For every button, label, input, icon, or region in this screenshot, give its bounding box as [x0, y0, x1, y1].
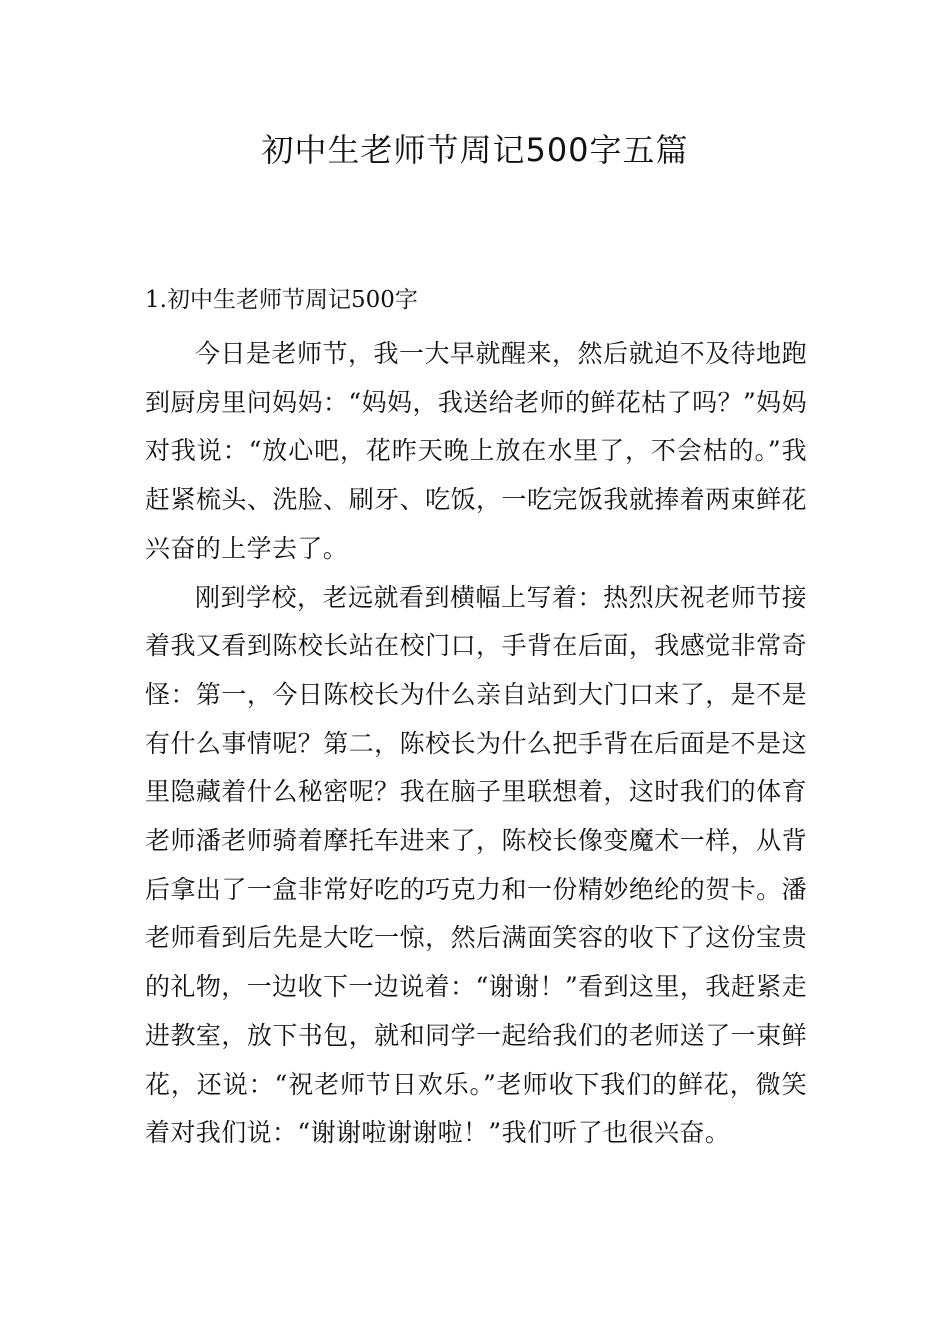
paragraph-1: 今日是老师节，我一大早就醒来，然后就迫不及待地跑到厨房里问妈妈：“妈妈，我送给老师的鲜花枯了吗？”妈妈对我说：“放心吧，花昨天晚上放在水里了，不会枯的。”我赶紧梳头、洗脸、刷牙、吃饭，一吃完饭我就捧着两束鲜花兴奋的上学去了。 — [145, 339, 807, 563]
paragraph-2: 刚到学校，老远就看到横幅上写着：热烈庆祝老师节接着我又看到陈校长站在校门口，手背在后面，我感觉非常奇怪：第一，今日陈校长为什么亲自站到大门口来了，是不是有什么事情呢？第二，陈校长为什么把手背在后面是不是这里隐藏着什么秘密呢？我在脑子里联想着，这时我们的体育老师潘老师骑着摩托车进来了，陈校长像变魔术一样，从背后拿出了一盒非常好吃的巧克力和一份精妙绝纶的贺卡。潘老师看到后先是大吃一惊，然后满面笑容的收下了这份宝贵的礼物，一边收下一边说着：“谢谢！”看到这里，我赶紧走进教室，放下书包，就和同学一起给我们的老师送了一束鲜花，还说：“祝老师节日欢乐。”老师收下我们的鲜花，微笑着对我们说：“谢谢啦谢谢啦！”我们听了也很兴奋。 — [145, 582, 807, 1148]
document-title: 初中生老师节周记500字五篇 — [261, 131, 689, 169]
body-text — [145, 330, 807, 1158]
section-heading: 1.初中生老师节周记500字 — [145, 287, 418, 313]
